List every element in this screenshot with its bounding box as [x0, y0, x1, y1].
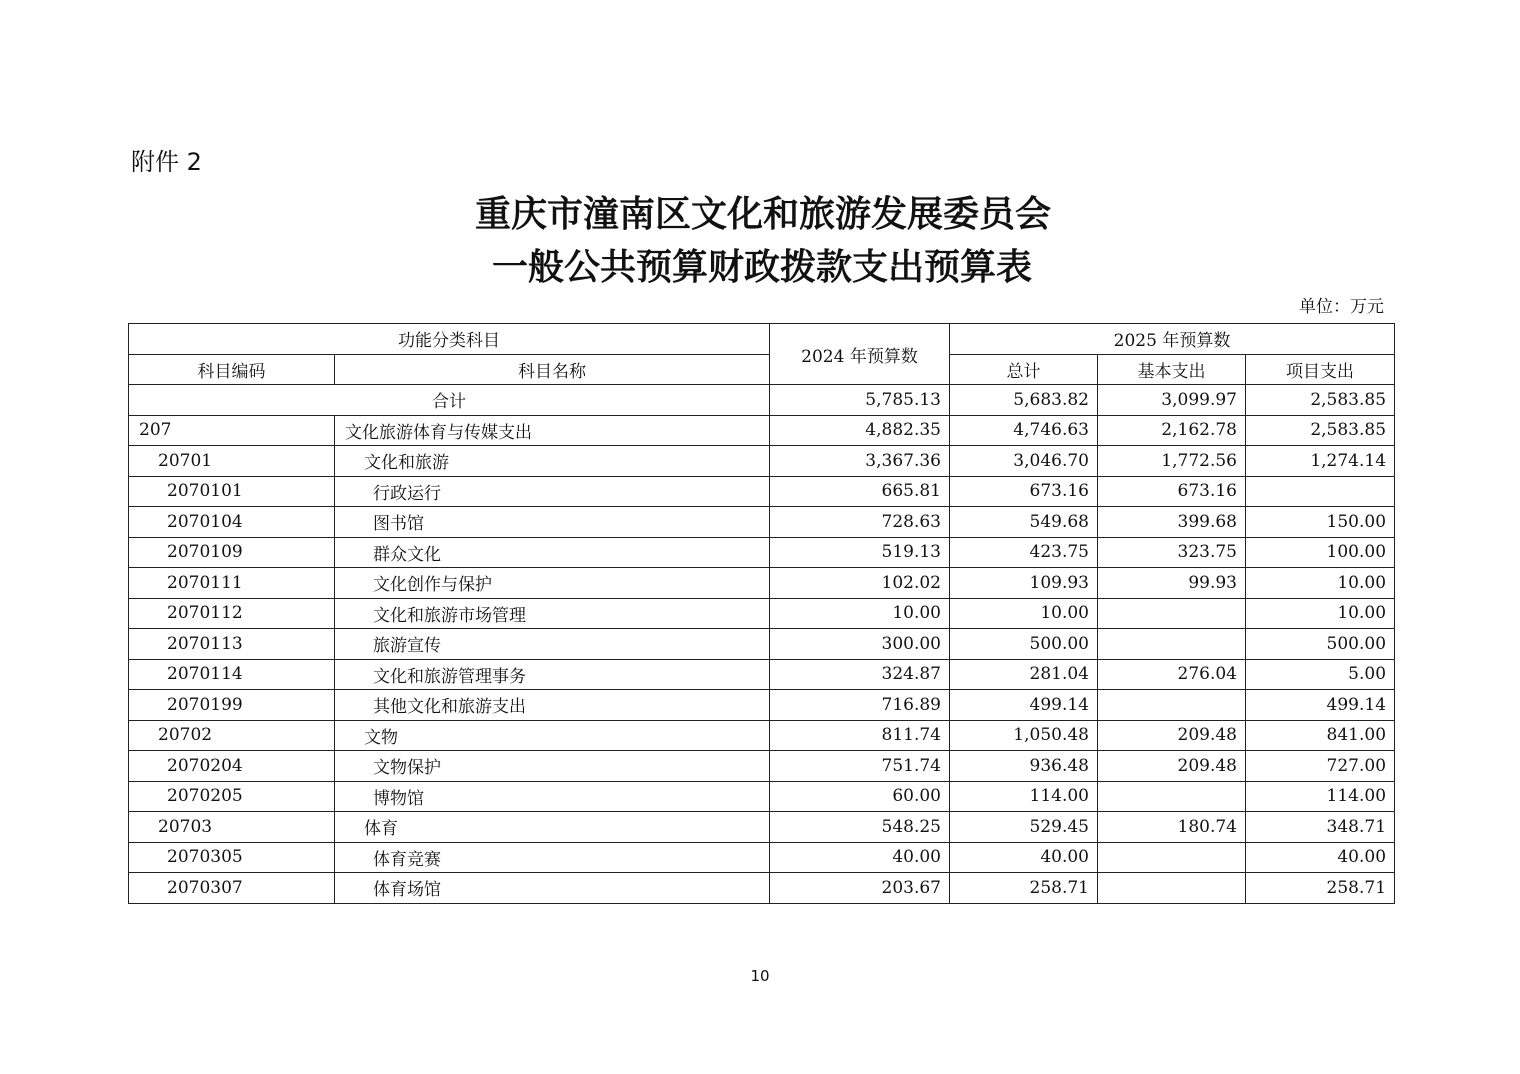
row-code: 2070111: [129, 568, 335, 599]
header-row-2: [129, 354, 1395, 385]
row-budget-2024: 716.89: [770, 690, 950, 721]
page-number: 10: [750, 967, 770, 985]
row-name: 文化和旅游管理事务: [335, 659, 770, 690]
row-basic: [1098, 690, 1246, 721]
table-row: [129, 507, 1395, 538]
row-code: 2070205: [129, 781, 335, 812]
row-code: 2070109: [129, 537, 335, 568]
row-basic: [1098, 873, 1246, 904]
row-project: 499.14: [1246, 690, 1395, 721]
row-budget-2024: 203.67: [770, 873, 950, 904]
row-basic: [1098, 629, 1246, 660]
row-budget-2024: 102.02: [770, 568, 950, 599]
row-code: 20703: [129, 812, 335, 843]
total-project: 2,583.85: [1246, 385, 1395, 416]
row-budget-2024: 751.74: [770, 751, 950, 782]
header-row-1: [129, 324, 1395, 355]
row-code: 2070305: [129, 842, 335, 873]
row-total: 281.04: [950, 659, 1098, 690]
row-basic: [1098, 842, 1246, 873]
table-row: [129, 842, 1395, 873]
row-basic: 323.75: [1098, 537, 1246, 568]
document-title-line-1: 重庆市潼南区文化和旅游发展委员会: [474, 193, 1051, 235]
row-name: 行政运行: [335, 476, 770, 507]
row-basic: 99.93: [1098, 568, 1246, 599]
row-budget-2024: 811.74: [770, 720, 950, 751]
header-project: 项目支出: [1246, 354, 1395, 385]
row-budget-2024: 60.00: [770, 781, 950, 812]
row-name: 文化创作与保护: [335, 568, 770, 599]
header-code: 科目编码: [129, 354, 335, 385]
table-row: [129, 751, 1395, 782]
row-basic: 209.48: [1098, 720, 1246, 751]
total-label: 合计: [129, 385, 770, 416]
row-basic: 399.68: [1098, 507, 1246, 538]
row-project: [1246, 476, 1395, 507]
row-name: 文物: [335, 720, 770, 751]
row-total: 4,746.63: [950, 415, 1098, 446]
row-total: 1,050.48: [950, 720, 1098, 751]
row-total: 423.75: [950, 537, 1098, 568]
table-row: [129, 446, 1395, 477]
row-budget-2024: 40.00: [770, 842, 950, 873]
row-budget-2024: 324.87: [770, 659, 950, 690]
row-basic: [1098, 781, 1246, 812]
row-name: 体育场馆: [335, 873, 770, 904]
budget-table: [128, 323, 1395, 904]
header-functional-category: 功能分类科目: [129, 324, 770, 355]
row-name: 群众文化: [335, 537, 770, 568]
row-project: 500.00: [1246, 629, 1395, 660]
row-budget-2024: 300.00: [770, 629, 950, 660]
row-total: 109.93: [950, 568, 1098, 599]
row-total: 673.16: [950, 476, 1098, 507]
table-row: [129, 690, 1395, 721]
row-name: 体育竞赛: [335, 842, 770, 873]
table-row: [129, 873, 1395, 904]
table-row: [129, 781, 1395, 812]
table-row: [129, 568, 1395, 599]
row-code: 2070199: [129, 690, 335, 721]
row-basic: 276.04: [1098, 659, 1246, 690]
row-project: 10.00: [1246, 598, 1395, 629]
total-basic: 3,099.97: [1098, 385, 1246, 416]
row-code: 2070307: [129, 873, 335, 904]
total-row: [129, 385, 1395, 416]
row-code: 207: [129, 415, 335, 446]
row-total: 936.48: [950, 751, 1098, 782]
row-total: 258.71: [950, 873, 1098, 904]
row-name: 旅游宣传: [335, 629, 770, 660]
header-budget-2025: 2025 年预算数: [950, 324, 1395, 355]
row-code: 20701: [129, 446, 335, 477]
row-project: 100.00: [1246, 537, 1395, 568]
unit-label: 单位：万元: [1299, 297, 1384, 317]
row-budget-2024: 4,882.35: [770, 415, 950, 446]
row-code: 2070114: [129, 659, 335, 690]
row-total: 529.45: [950, 812, 1098, 843]
row-project: 114.00: [1246, 781, 1395, 812]
row-total: 500.00: [950, 629, 1098, 660]
row-code: 20702: [129, 720, 335, 751]
row-budget-2024: 728.63: [770, 507, 950, 538]
total-total: 5,683.82: [950, 385, 1098, 416]
row-total: 3,046.70: [950, 446, 1098, 477]
row-name: 图书馆: [335, 507, 770, 538]
row-basic: 1,772.56: [1098, 446, 1246, 477]
row-project: 40.00: [1246, 842, 1395, 873]
row-budget-2024: 3,367.36: [770, 446, 950, 477]
row-project: 1,274.14: [1246, 446, 1395, 477]
table-row: [129, 659, 1395, 690]
row-name: 其他文化和旅游支出: [335, 690, 770, 721]
table-row: [129, 720, 1395, 751]
row-total: 549.68: [950, 507, 1098, 538]
row-code: 2070112: [129, 598, 335, 629]
row-basic: 180.74: [1098, 812, 1246, 843]
header-total: 总计: [950, 354, 1098, 385]
row-budget-2024: 10.00: [770, 598, 950, 629]
row-project: 2,583.85: [1246, 415, 1395, 446]
table-row: [129, 598, 1395, 629]
row-name: 文化和旅游: [335, 446, 770, 477]
row-project: 150.00: [1246, 507, 1395, 538]
row-name: 文化旅游体育与传媒支出: [335, 415, 770, 446]
table-row: [129, 537, 1395, 568]
row-total: 40.00: [950, 842, 1098, 873]
row-basic: 209.48: [1098, 751, 1246, 782]
document-title-line-2: 一般公共预算财政拨款支出预算表: [491, 246, 1032, 288]
table-row: [129, 812, 1395, 843]
table-row: [129, 476, 1395, 507]
row-code: 2070113: [129, 629, 335, 660]
row-name: 文物保护: [335, 751, 770, 782]
row-project: 348.71: [1246, 812, 1395, 843]
row-name: 博物馆: [335, 781, 770, 812]
header-name: 科目名称: [335, 354, 770, 385]
row-total: 499.14: [950, 690, 1098, 721]
row-code: 2070104: [129, 507, 335, 538]
row-basic: 673.16: [1098, 476, 1246, 507]
table-row: [129, 415, 1395, 446]
row-budget-2024: 665.81: [770, 476, 950, 507]
row-budget-2024: 548.25: [770, 812, 950, 843]
row-code: 2070204: [129, 751, 335, 782]
header-budget-2024: 2024 年预算数: [770, 324, 950, 385]
attachment-label: 附件 2: [131, 148, 202, 176]
row-project: 258.71: [1246, 873, 1395, 904]
row-total: 10.00: [950, 598, 1098, 629]
row-name: 文化和旅游市场管理: [335, 598, 770, 629]
row-project: 5.00: [1246, 659, 1395, 690]
row-project: 841.00: [1246, 720, 1395, 751]
row-basic: [1098, 598, 1246, 629]
row-basic: 2,162.78: [1098, 415, 1246, 446]
total-budget-2024: 5,785.13: [770, 385, 950, 416]
header-basic: 基本支出: [1098, 354, 1246, 385]
row-project: 10.00: [1246, 568, 1395, 599]
table-row: [129, 629, 1395, 660]
row-code: 2070101: [129, 476, 335, 507]
row-name: 体育: [335, 812, 770, 843]
row-project: 727.00: [1246, 751, 1395, 782]
row-total: 114.00: [950, 781, 1098, 812]
row-budget-2024: 519.13: [770, 537, 950, 568]
